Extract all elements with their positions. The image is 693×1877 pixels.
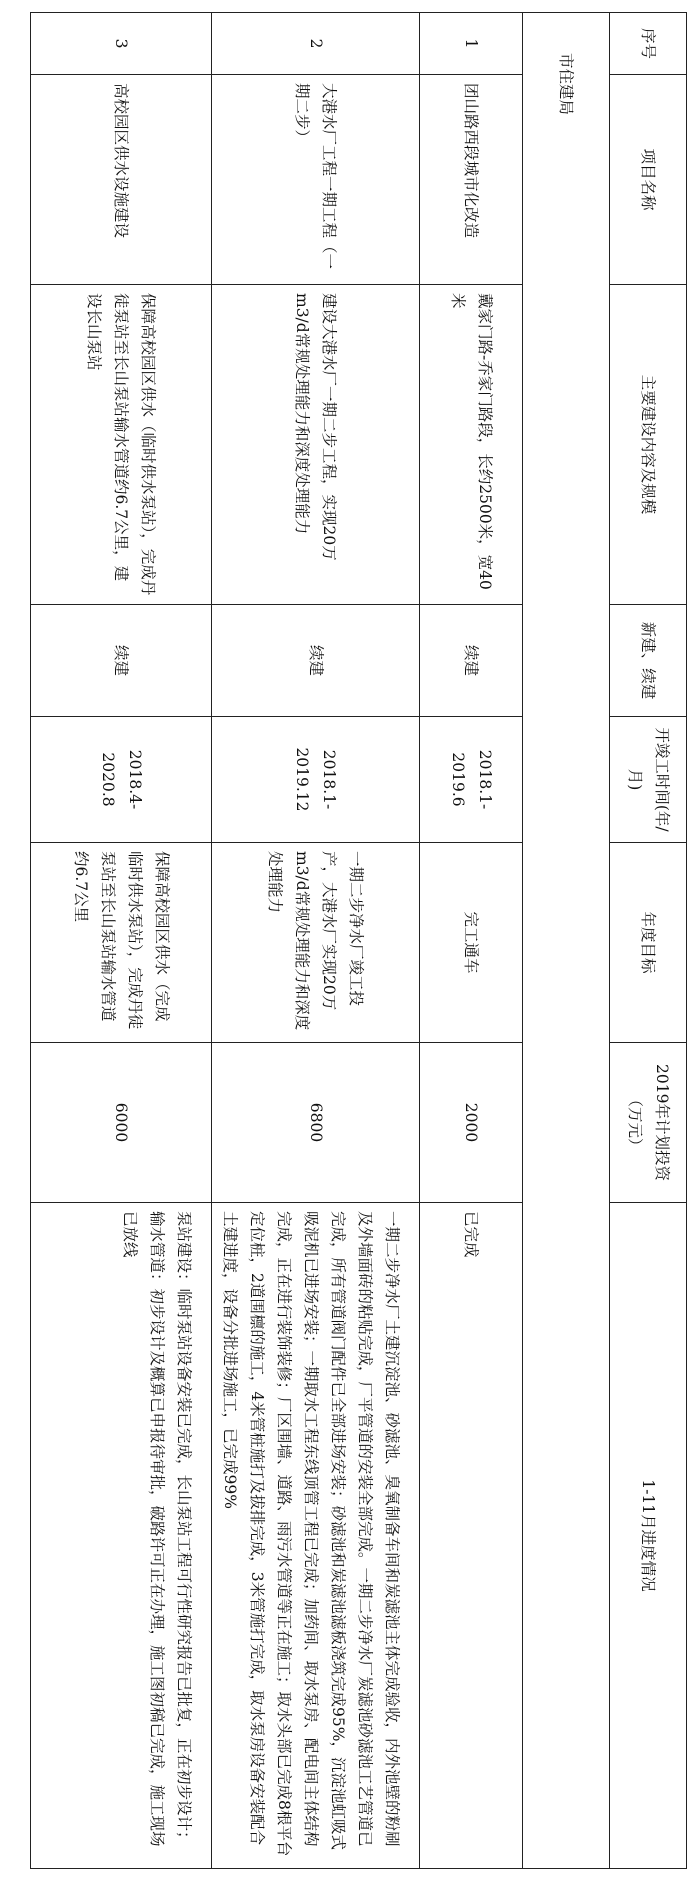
row-name: 团山路西段城市化改造 [420,75,523,285]
row-progress: 已完成 [420,1203,523,1869]
row-period: 2018.1-2019.12 [212,717,420,843]
category-label: 市住建局 [523,13,610,1869]
row-invest: 6800 [212,1043,420,1203]
project-table [30,12,687,1869]
row-scale: 戴家门路-乔家门路段，长约2500米，宽40米 [420,285,523,605]
header-type: 新建、续建 [610,605,687,717]
row-progress: 一期二步净水厂土建沉淀池、砂滤池、臭氧制备车间和炭滤池主体完成验收，内外池壁的粉刷及外墙面砖的粘贴完成，厂平管道的安装全部完成。一期二步净水厂炭滤池砂滤池工艺管道已完成，所有管道阀门配件已全部进场安装；砂滤池和炭滤池滤板浇筑完成95%，沉淀池虹吸式吸泥机已进场安装；一期取水工程东线顶管工程已完成；加药间、取水泵房、配电间主体结构完成，正在进行装饰装修；厂区围墙、道路、雨污水管道等正在施工；取水头部已完成8根平台定位桩，2道围檩的施工，4米管桩施打及拔排完成，3米管施打完成，取水泵房设备安装配合土建进度，设备分批进场施工，已完成99% [212,1203,420,1869]
header-name: 项目名称 [610,75,687,285]
table-row [420,13,523,1869]
header-goal: 年度目标 [610,843,687,1043]
header-scale: 主要建设内容及规模 [610,285,687,605]
row-progress: 泵站建设：临时泵站设备安装已完成，长山泵站工程可行性研究报告已批复，正在初步设计；输水管道：初步设计及概算已申报待审批，破路许可正在办理，施工图初稿已完成，施工现场已放线 [31,1203,212,1869]
row-goal: 完工通车 [420,843,523,1043]
table-row [212,13,420,1869]
header-period: 开竣工时间(年/月) [610,717,687,843]
row-scale: 保障高校园区供水（临时供水泵站），完成丹徒泵站至长山泵站输水管道约6.7公里，建设长山泵站 [31,285,212,605]
row-name: 高校园区供水设施建设 [31,75,212,285]
row-invest: 2000 [420,1043,523,1203]
row-period: 2018.1-2019.6 [420,717,523,843]
row-goal: 保障高校园区供水（完成临时供水泵站），完成丹徒泵站至长山泵站输水管道约6.7公里 [31,843,212,1043]
table-row [31,13,212,1869]
row-period: 2018.4-2020.8 [31,717,212,843]
row-type: 续建 [212,605,420,717]
header-row [610,13,687,1869]
header-invest: 2019年计划投资（万元） [610,1043,687,1203]
row-seq: 3 [31,13,212,75]
row-type: 续建 [420,605,523,717]
row-invest: 6000 [31,1043,212,1203]
row-name: 大港水厂工程一期工程（一期二步） [212,75,420,285]
category-row [523,13,610,1869]
header-seq: 序号 [610,13,687,75]
row-goal: 一期二步净水厂竣工投产，大港水厂实现20万m3/d常规处理能力和深度处理能力 [212,843,420,1043]
row-scale: 建设大港水厂一期二步工程，实现20万m3/d常规处理能力和深度处理能力 [212,285,420,605]
header-progress: 1-11月进度情况 [610,1203,687,1869]
row-type: 续建 [31,605,212,717]
row-seq: 1 [420,13,523,75]
row-seq: 2 [212,13,420,75]
